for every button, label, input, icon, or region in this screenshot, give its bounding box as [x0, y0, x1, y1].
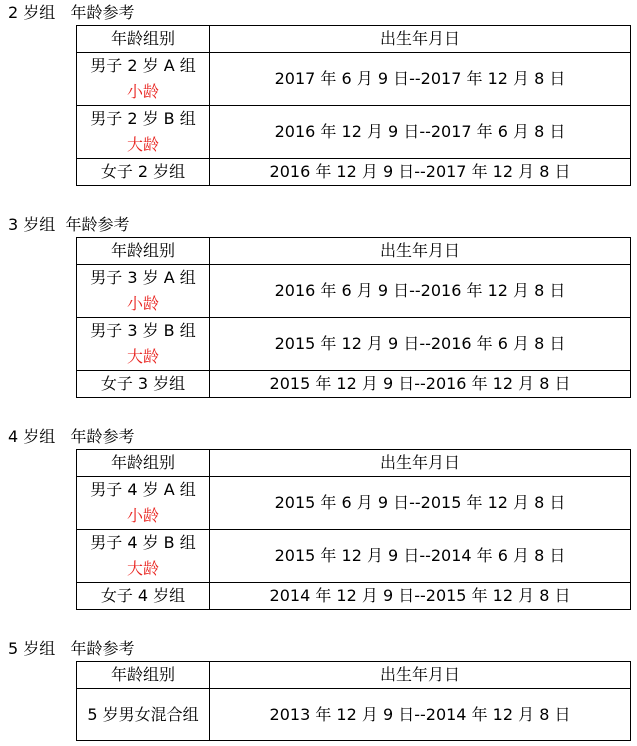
table-row: [77, 583, 631, 610]
group-cell: [77, 106, 210, 159]
table-row: [77, 53, 631, 106]
table-row: [77, 318, 631, 371]
group-cell: [77, 265, 210, 318]
table-row: [77, 689, 631, 741]
header-group: 年龄组别: [77, 238, 210, 265]
header-group: 年龄组别: [77, 450, 210, 477]
age-table-3yr: [76, 237, 631, 398]
birth-range: 2013 年 12 月 9 日--2014 年 12 月 8 日: [210, 689, 631, 741]
group-label: 男子 3 岁 B 组: [90, 321, 196, 340]
group-label: 男子 2 岁 A 组: [90, 56, 196, 75]
birth-range: 2016 年 12 月 9 日--2017 年 12 月 8 日: [210, 159, 631, 186]
table-row: [77, 371, 631, 398]
header-group: 年龄组别: [77, 662, 210, 689]
group-label: 男子 3 岁 A 组: [90, 268, 196, 287]
table-row: [77, 265, 631, 318]
table-header-row: [77, 662, 631, 689]
group-label: 男子 4 岁 B 组: [90, 533, 196, 552]
section-title-4yr: 4 岁组 年龄参考: [8, 427, 135, 446]
header-birth: 出生年月日: [210, 26, 631, 53]
table-header-row: [77, 450, 631, 477]
birth-range: 2014 年 12 月 9 日--2015 年 12 月 8 日: [210, 583, 631, 610]
group-cell: [77, 53, 210, 106]
group-cell: [77, 477, 210, 530]
table-header-row: [77, 26, 631, 53]
age-table-2yr: [76, 25, 631, 186]
age-tag: 小龄: [126, 82, 159, 101]
age-table-5yr: [76, 661, 631, 741]
section-title-3yr: 3 岁组 年龄参考: [8, 215, 130, 234]
age-tag: 小龄: [126, 506, 159, 525]
group-label: 5 岁男女混合组: [77, 689, 210, 741]
group-label: 男子 2 岁 B 组: [90, 109, 196, 128]
section-title-2yr: 2 岁组 年龄参考: [8, 3, 135, 22]
birth-range: 2016 年 12 月 9 日--2017 年 6 月 8 日: [210, 106, 631, 159]
header-group: 年龄组别: [77, 26, 210, 53]
age-tag: 大龄: [126, 135, 159, 154]
age-tag: 小龄: [126, 294, 159, 313]
section-title-5yr: 5 岁组 年龄参考: [8, 639, 135, 658]
header-birth: 出生年月日: [210, 450, 631, 477]
birth-range: 2016 年 6 月 9 日--2016 年 12 月 8 日: [210, 265, 631, 318]
birth-range: 2015 年 12 月 9 日--2014 年 6 月 8 日: [210, 530, 631, 583]
table-row: [77, 106, 631, 159]
group-label: 女子 2 岁组: [77, 159, 210, 186]
group-label: 女子 3 岁组: [77, 371, 210, 398]
age-table-4yr: [76, 449, 631, 610]
birth-range: 2015 年 6 月 9 日--2015 年 12 月 8 日: [210, 477, 631, 530]
group-label: 女子 4 岁组: [77, 583, 210, 610]
age-tag: 大龄: [126, 347, 159, 366]
birth-range: 2017 年 6 月 9 日--2017 年 12 月 8 日: [210, 53, 631, 106]
header-birth: 出生年月日: [210, 662, 631, 689]
age-tag: 大龄: [126, 559, 159, 578]
group-cell: [77, 530, 210, 583]
birth-range: 2015 年 12 月 9 日--2016 年 6 月 8 日: [210, 318, 631, 371]
group-label: 男子 4 岁 A 组: [90, 480, 196, 499]
birth-range: 2015 年 12 月 9 日--2016 年 12 月 8 日: [210, 371, 631, 398]
table-row: [77, 530, 631, 583]
table-header-row: [77, 238, 631, 265]
header-birth: 出生年月日: [210, 238, 631, 265]
table-row: [77, 159, 631, 186]
group-cell: [77, 318, 210, 371]
table-row: [77, 477, 631, 530]
